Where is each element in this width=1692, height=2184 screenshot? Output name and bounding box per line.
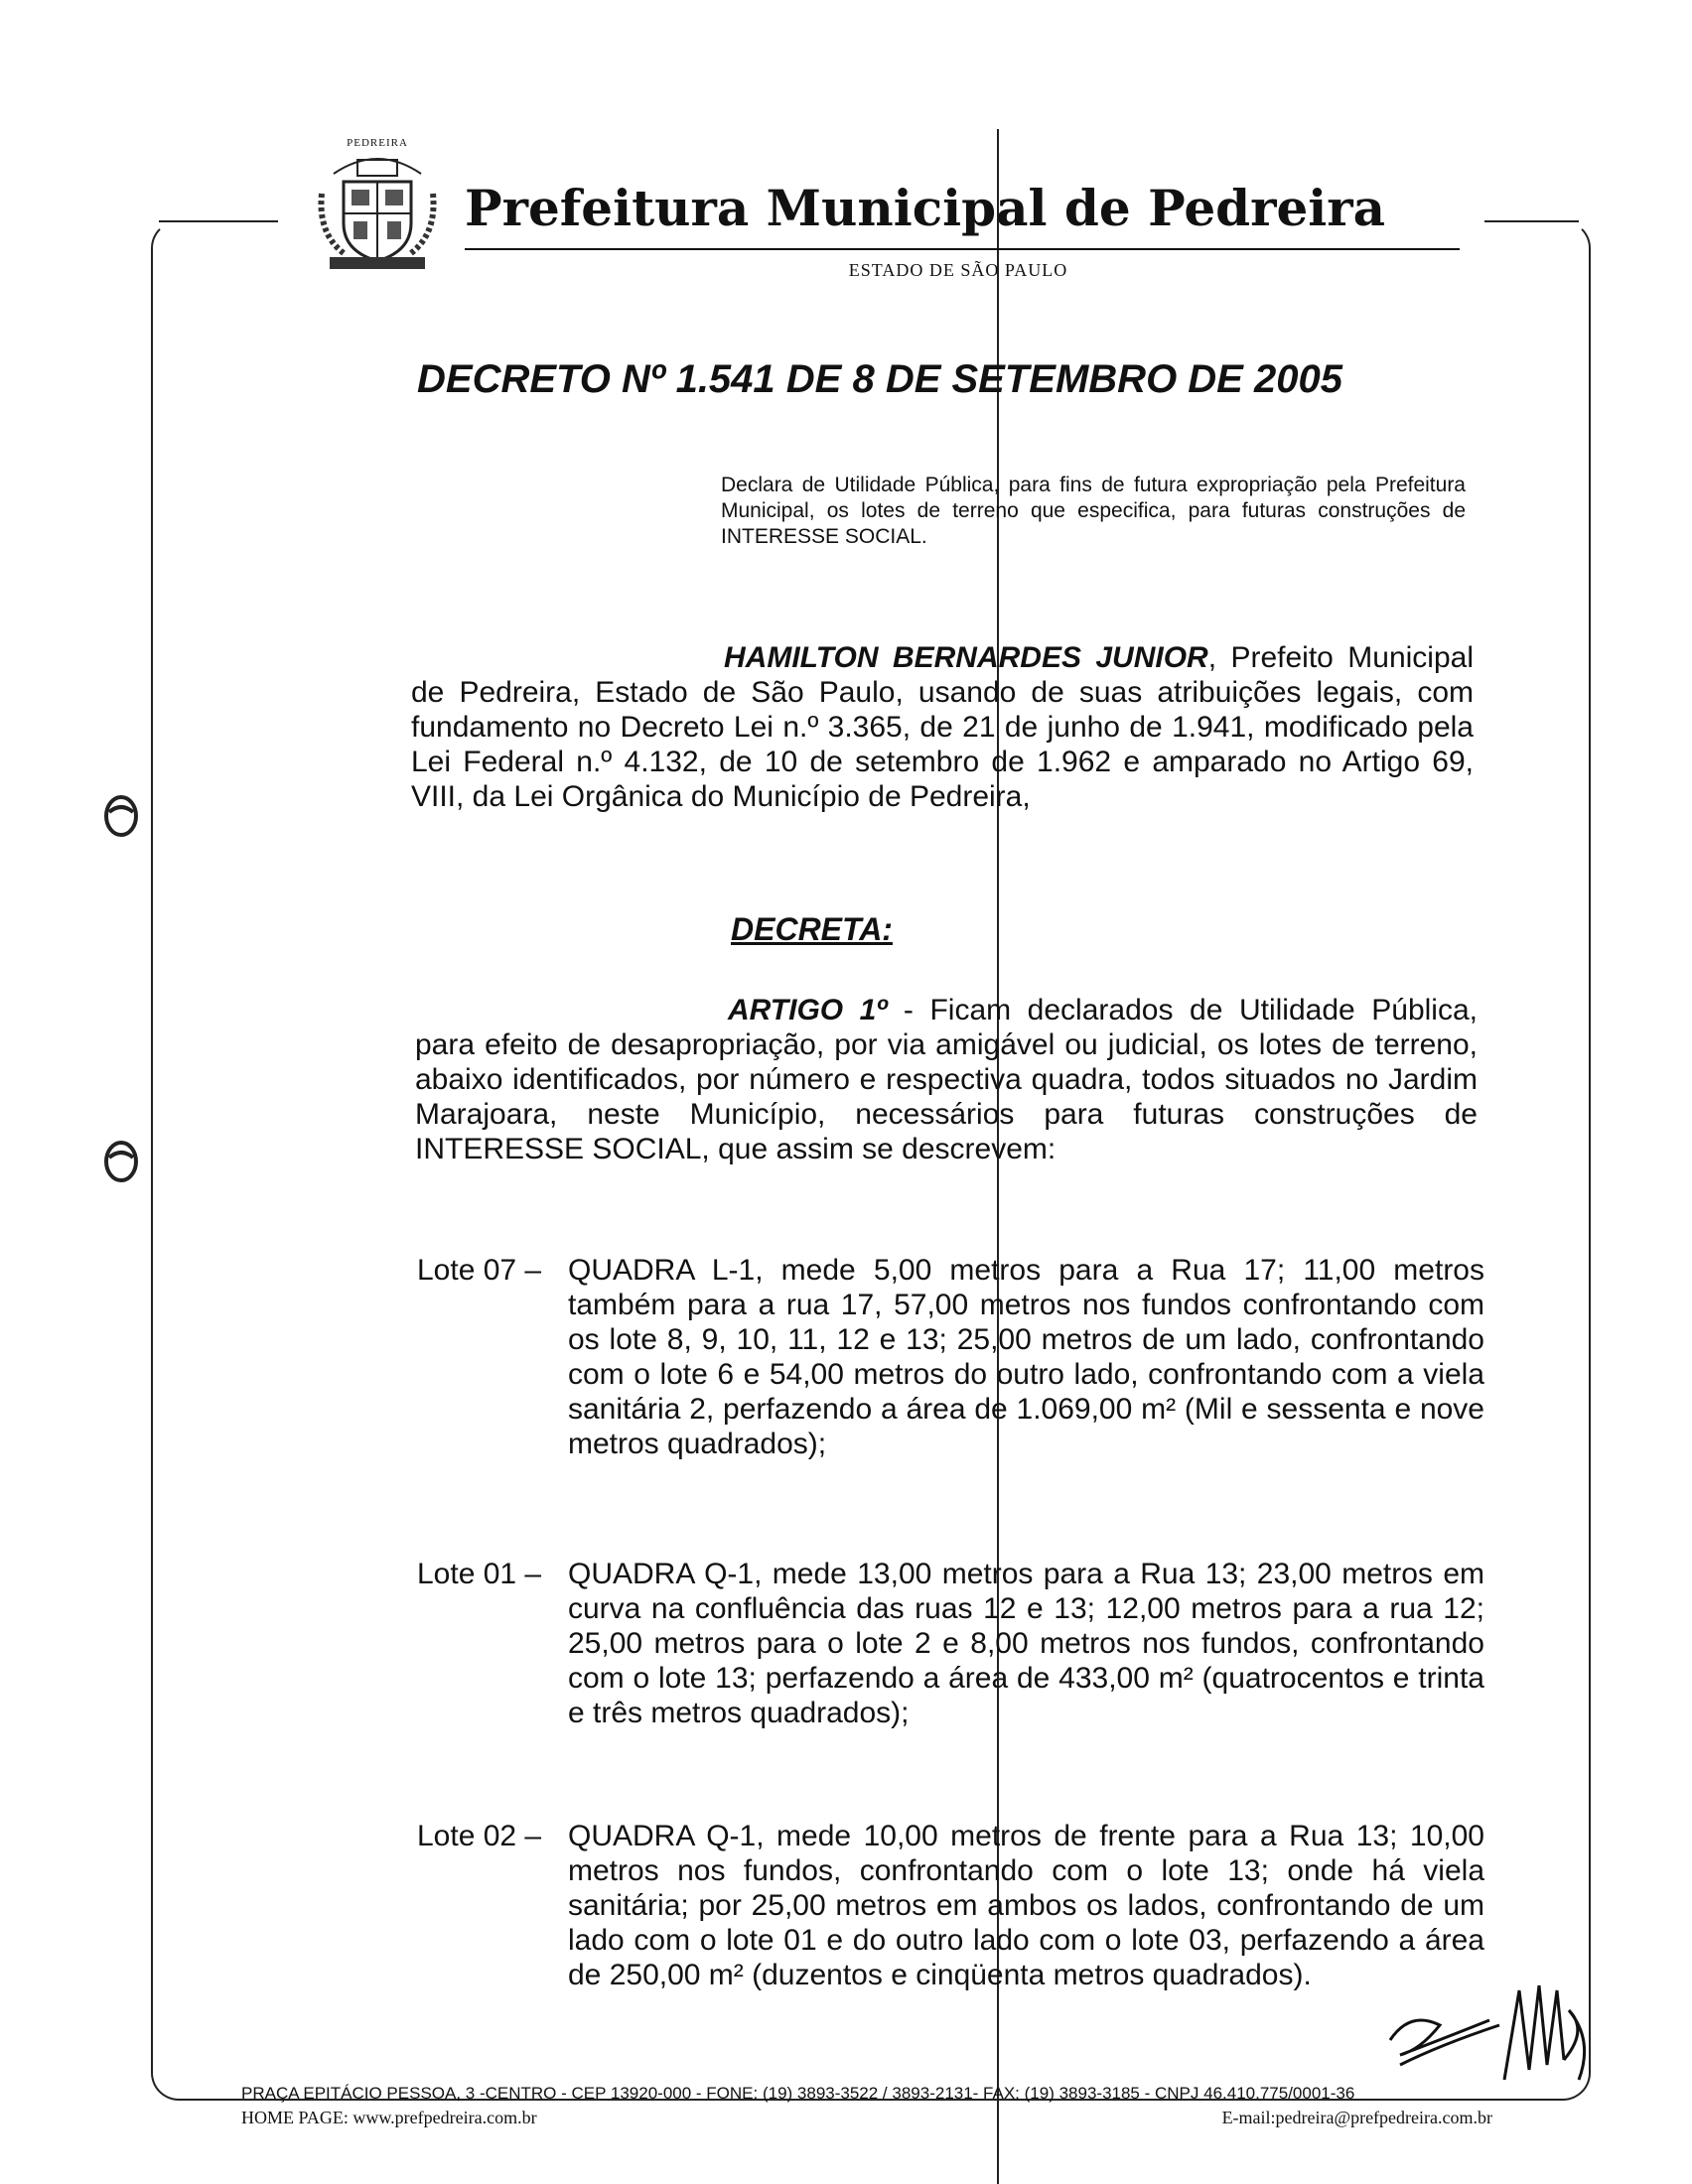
- title-underline: [465, 248, 1460, 250]
- footer-email: E-mail:pedreira@prefpedreira.com.br: [1221, 2108, 1492, 2127]
- lot-description: QUADRA Q-1, mede 13,00 metros para a Rua 13; 23,00 metros em curva na confluência das ruas 12 e 13; 12,00 metros para a rua 12; 25,00 metros para o lote 2 e 8,00 metros nos fundos, confrontando com o lote 13; perfazendo a área de 433,00 m² (quatrocentos e trinta e três metros quadrados);: [568, 1558, 1484, 1729]
- article-1-text: - Ficam declarados de Utilidade Pública, para efeito de desapropriação, por via amigável ou judicial, os lotes de terreno, abaixo identificados, por número e respectiva quadra, todos situados no Jardim Marajoara, neste Município, necessários para futuras construções de INTERESSE SOCIAL, que assim se descrevem:: [415, 994, 1478, 1165]
- lot-label: Lote 01 –: [417, 1558, 542, 1590]
- decree-summary: Declara de Utilidade Pública, para fins de futura expropriação pela Prefeitura Municipal, os lotes de terreno que especifica, para futuras construções de INTERESSE SOCIAL.: [721, 474, 1466, 548]
- border-top-right: [1484, 220, 1579, 222]
- border-top-left: [159, 220, 278, 222]
- punch-hole-icon: [103, 1140, 139, 1183]
- lot-description: QUADRA L-1, mede 5,00 metros para a Rua 17; 11,00 metros também para a rua 17, 57,00 metros nos fundos confrontando com os lote 8, 9, 10, 11, 12 e 13; 25,00 metros de um lado, confrontando com o lote 6 e 54,00 metros do outro lado, confrontando com a viela sanitária 2, perfazendo a área de 1.069,00 m² (Mil e sessenta e nove metros quadrados);: [568, 1254, 1484, 1460]
- footer-address: PRAÇA EPITÁCIO PESSOA, 3 -CENTRO - CEP 13920-000 - FONE: (19) 3893-3522 / 3893-2131- FAX: (19) 3893-3185 - CNPJ 46.410.775/0001-36: [241, 2084, 1355, 2103]
- punch-hole-icon: [103, 794, 139, 838]
- signature-icon: [1380, 1971, 1599, 2095]
- lot-description: QUADRA Q-1, mede 10,00 metros de frente para a Rua 13; 10,00 metros nos fundos, confrontando com o lote 13; onde há viela sanitária; por 25,00 metros em ambos os lados, confrontando de um lado com o lote 01 e do outro lado com o lote 03, perfazendo a área de 250,00 m² (duzentos e cinqüenta metros quadrados).: [568, 1820, 1484, 1991]
- crest-caption: PEDREIRA: [347, 137, 408, 149]
- article-1-paragraph: [415, 993, 1478, 1166]
- lot-item: [417, 1819, 1484, 1992]
- mayor-name: HAMILTON BERNARDES JUNIOR: [724, 641, 1208, 674]
- preamble-paragraph: [411, 640, 1474, 814]
- article-1-label: ARTIGO 1º: [728, 994, 888, 1026]
- preamble-text: , Prefeito Municipal de Pedreira, Estado de São Paulo, usando de suas atribuições legais, com fundamento no Decreto Lei n.º 3.365, de 21 de junho de 1.941, modificado pela Lei Federal n.º 4.132, de 10 de setembro de 1.962 e amparado no Artigo 69, VIII, da Lei Orgânica do Município de Pedreira,: [411, 641, 1474, 813]
- lot-item: [417, 1253, 1484, 1461]
- lot-item: [417, 1557, 1484, 1730]
- state-subtitle: ESTADO DE SÃO PAULO: [848, 260, 1068, 280]
- decree-title: DECRETO Nº 1.541 DE 8 DE SETEMBRO DE 2005: [417, 357, 1342, 401]
- municipal-crest-icon: [314, 144, 441, 278]
- lot-label: Lote 07 –: [417, 1254, 542, 1287]
- footer-contacts: [241, 2107, 1492, 2128]
- decreta-heading: DECRETA:: [731, 911, 893, 947]
- lot-label: Lote 02 –: [417, 1820, 542, 1852]
- footer-homepage: HOME PAGE: www.prefpedreira.com.br: [241, 2108, 537, 2127]
- page-title: Prefeitura Municipal de Pedreira: [465, 179, 1386, 237]
